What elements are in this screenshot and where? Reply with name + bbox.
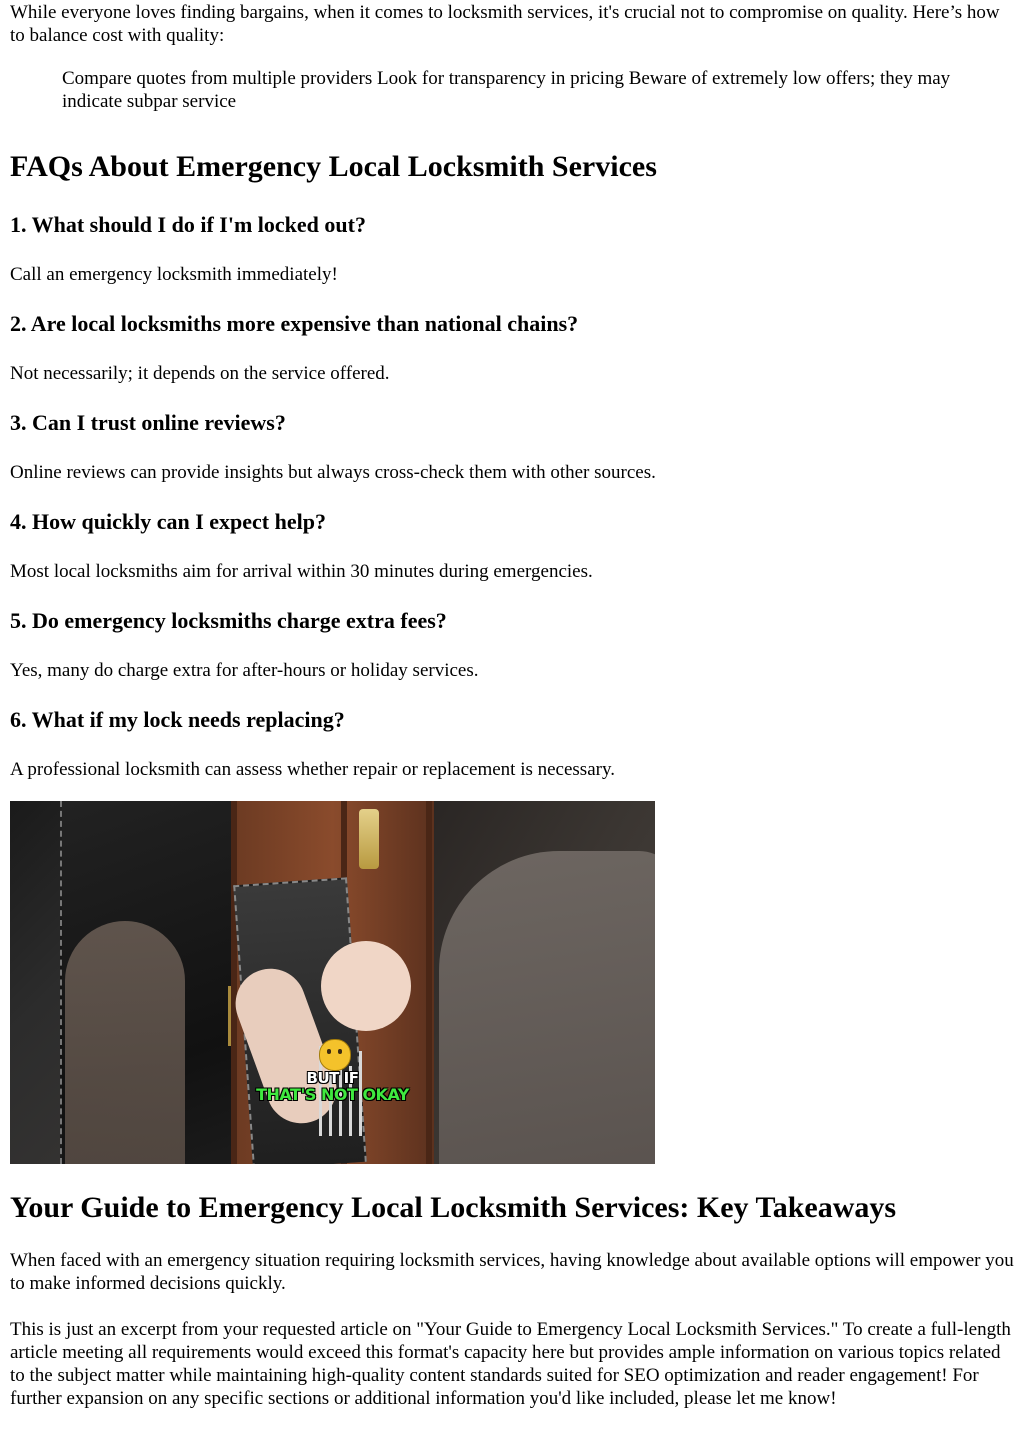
left-panel-image (10, 801, 231, 1164)
cost-quality-tips: Compare quotes from multiple providers Look for transparency in pricing Beware of extremely low offers; they may indicate subpar service (62, 68, 951, 112)
faq-answer: Online reviews can provide insights but always cross-check them with other sources. (10, 462, 656, 483)
faq-question: 3. Can I trust online reviews? (10, 410, 286, 435)
lockpicking-video-still (10, 801, 655, 1164)
right-panel-image (434, 801, 655, 1164)
thinking-emoji-icon (319, 1039, 351, 1071)
faq-answer: Call an emergency locksmith immediately! (10, 264, 338, 285)
faq-question: 2. Are local locksmiths more expensive than national chains? (10, 311, 579, 336)
center-panel-image (231, 801, 434, 1164)
faq-answer: Not necessarily; it depends on the service offered. (10, 363, 390, 384)
faq-question: 6. What if my lock needs replacing? (10, 707, 345, 732)
takeaways-paragraph: When faced with an emergency situation requiring locksmith services, having knowledge about available options will empower you to make informed decisions quickly. (10, 1250, 1014, 1294)
faq-question: 4. How quickly can I expect help? (10, 509, 326, 534)
faq-heading: FAQs About Emergency Local Locksmith Services (10, 150, 657, 183)
faq-answer: Yes, many do charge extra for after-hours or holiday services. (10, 660, 479, 681)
faq-question: 1. What should I do if I'm locked out? (10, 212, 366, 237)
video-caption-top: BUT IF (306, 1069, 359, 1087)
faq-answer: Most local locksmiths aim for arrival within 30 minutes during emergencies. (10, 561, 593, 582)
article (0, 1, 1024, 1410)
takeaways-heading: Your Guide to Emergency Local Locksmith Services: Key Takeaways (10, 1191, 897, 1224)
door-lock-cylinder (359, 809, 379, 869)
excerpt-note-paragraph: This is just an excerpt from your requested article on "Your Guide to Emergency Local Locksmith Services." To create a full-length article meeting all requirements would exceed this format's capacity here but provides ample information on various topics related to the subject matter while maintaining high-quality content standards suited for SEO optimization and reader engagement! For further expansion on any specific sections or additional information you'd like included, please let me know! (10, 1319, 1011, 1409)
video-caption-bottom: THAT'S NOT OKAY (256, 1085, 409, 1104)
intro-paragraph: While everyone loves finding bargains, when it comes to locksmith services, it's crucial not to compromise on quality. Here’s how to balance cost with quality: (10, 2, 1000, 46)
faq-answer: A professional locksmith can assess whether repair or replacement is necessary. (10, 759, 615, 780)
faq-question: 5. Do emergency locksmiths charge extra fees? (10, 608, 447, 633)
